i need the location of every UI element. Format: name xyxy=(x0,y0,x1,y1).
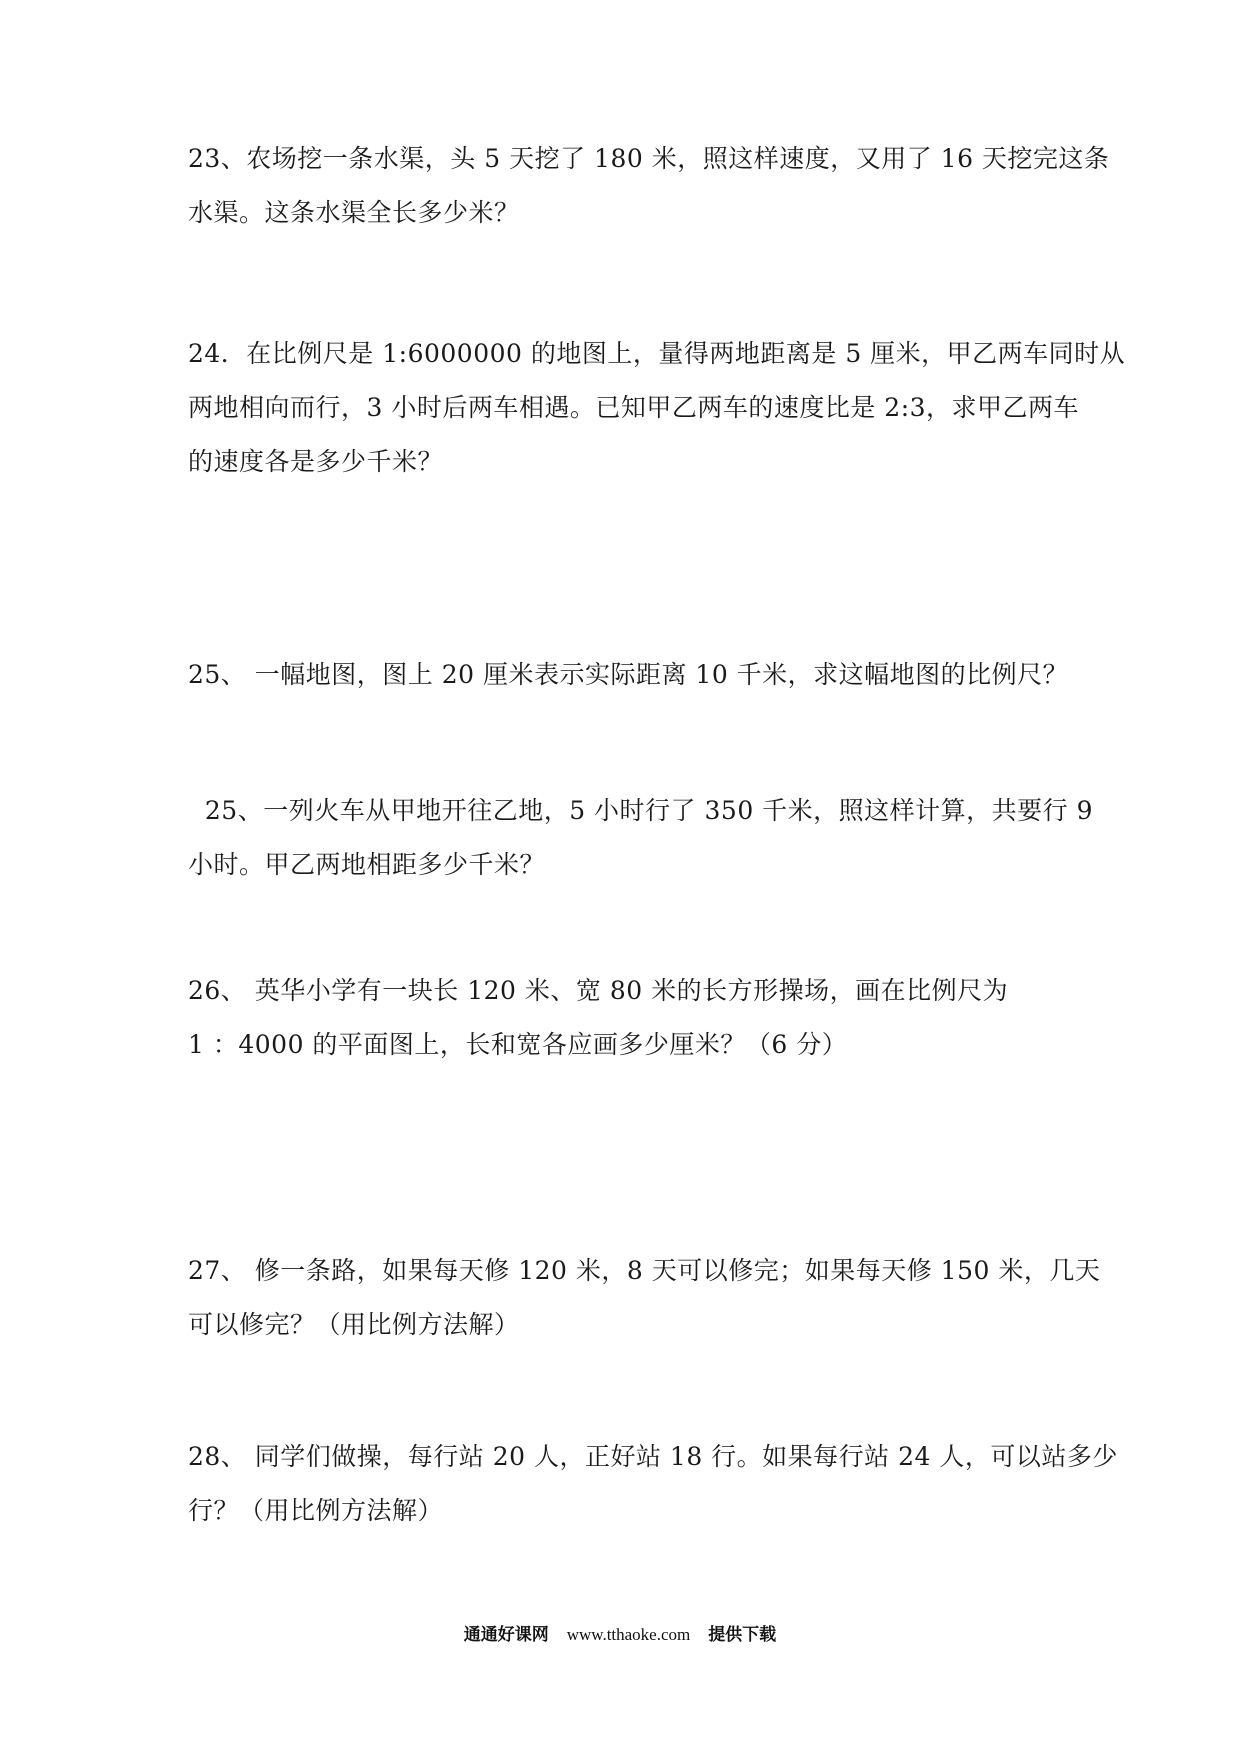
problem-line: 水渠。这条水渠全长多少米？ xyxy=(188,198,520,227)
problem-24 xyxy=(188,327,1126,489)
problem-25b xyxy=(188,784,1094,892)
problem-line: 1 ：4000 的平面图上，长和宽各应画多少厘米？（6 分） xyxy=(188,1030,848,1059)
problem-25a xyxy=(188,648,1069,702)
problem-line: 25、 一幅地图，图上 20 厘米表示实际距离 10 千米，求这幅地图的比例尺？ xyxy=(188,660,1069,689)
problem-line: 行？（用比例方法解） xyxy=(188,1496,444,1525)
problem-27 xyxy=(188,1244,1101,1352)
problem-line: 25、一列火车从甲地开往乙地，5 小时行了 350 千米，照这样计算，共要行 9 xyxy=(188,796,1094,825)
problem-line: 23、农场挖一条水渠，头 5 天挖了 180 米，照这样速度，又用了 16 天挖完这条 xyxy=(188,144,1110,173)
problem-28 xyxy=(188,1430,1118,1538)
problem-line: 28、 同学们做操，每行站 20 人，正好站 18 行。如果每行站 24 人，可以站多少 xyxy=(188,1442,1118,1471)
problem-line: 26、 英华小学有一块长 120 米、宽 80 米的长方形操场，画在比例尺为 xyxy=(188,976,1009,1005)
problem-line: 24．在比例尺是 1:6000000 的地图上，量得两地距离是 5 厘米，甲乙两车同时从 xyxy=(188,339,1126,368)
footer-suffix: 提供下载 xyxy=(708,1625,777,1645)
problem-line: 27、 修一条路，如果每天修 120 米，8 天可以修完；如果每天修 150 米，几天 xyxy=(188,1256,1101,1285)
problem-line: 可以修完？（用比例方法解） xyxy=(188,1310,520,1339)
footer-site-name: 通通好课网 xyxy=(463,1625,549,1645)
problem-line: 小时。甲乙两地相距多少千米？ xyxy=(188,850,546,879)
footer-url: www.tthaoke.com xyxy=(566,1625,691,1644)
problem-26 xyxy=(188,964,1058,1072)
problem-line: 两地相向而行，3 小时后两车相遇。已知甲乙两车的速度比是 2:3，求甲乙两车 xyxy=(188,393,1080,422)
problem-23 xyxy=(188,132,1110,240)
problem-line: 的速度各是多少千米？ xyxy=(188,447,444,476)
page-footer xyxy=(0,1620,1240,1645)
